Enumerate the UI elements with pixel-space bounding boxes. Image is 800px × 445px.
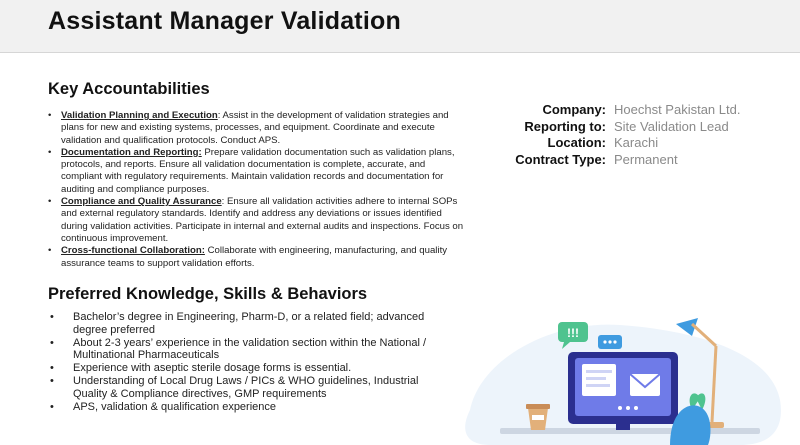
- workspace-illustration: [440, 300, 800, 445]
- contract-value: Permanent: [614, 151, 678, 167]
- item-lead: Validation Planning and Execution: [61, 110, 218, 121]
- chat-bubble-icon: [598, 335, 622, 349]
- job-info-panel: [470, 102, 790, 168]
- envelope-icon: [630, 374, 660, 396]
- preferred-skills-list: [48, 311, 428, 413]
- contract-row: [470, 152, 790, 169]
- key-accountabilities-list: [48, 110, 468, 270]
- contract-label: Contract Type:: [515, 151, 606, 167]
- reporting-row: [470, 119, 790, 136]
- list-item: • Experience with aseptic sterile dosage forms is essential.: [48, 362, 428, 375]
- item-text: : Assist in the development of validation strategies and plans for new and existing systems, processes, and equipment. Coordinate and execute validation and qualification protocols. Conduct APS.: [61, 110, 449, 146]
- list-item: [48, 110, 468, 147]
- item-lead: Cross-functional Collaboration:: [61, 245, 205, 257]
- location-value: Karachi: [614, 135, 659, 150]
- item-text: Prepare validation documentation such as validation plans, protocols, and reports. Ensure all validation documentation is complete, accurate, and compliant with regulatory requirements. Maintain validation records and documentation for auditing and compliance purposes.: [61, 146, 455, 195]
- list-item: [48, 147, 468, 196]
- list-item: • Understanding of Local Drug Laws / PICs & WHO guidelines, Industrial Quality & Compliance directives, GMP requirements: [48, 375, 428, 401]
- title-bar: [0, 0, 800, 53]
- item-text: : Ensure all validation activities adhere to internal SOPs and external regulatory standards. Identify and address any deviations or issues identified during validation activities. Participate in internal and external audits and inspections. Focus on continuous improvement.: [61, 196, 464, 244]
- item-lead: Compliance and Quality Assurance: [61, 196, 222, 208]
- list-item: • About 2-3 years’ experience in the validation section within the National / Multinational Pharmaceuticals: [48, 337, 428, 363]
- item-lead: Documentation and Reporting:: [61, 146, 202, 158]
- list-item: [48, 196, 468, 245]
- reporting-value: Site Validation Lead: [614, 118, 729, 134]
- company-label: Company:: [542, 102, 606, 117]
- company-row: [470, 102, 790, 119]
- list-item: • APS, validation & qualification experience: [48, 401, 428, 414]
- list-item: [48, 245, 468, 270]
- preferred-skills-heading: Preferred Knowledge, Skills & Behaviors: [48, 285, 368, 303]
- key-accountabilities-heading: Key Accountabilities: [48, 80, 210, 98]
- item-text: Collaborate with engineering, manufacturing, and quality assurance teams to support validation efforts.: [61, 245, 448, 269]
- location-label: Location:: [547, 135, 606, 150]
- reporting-label: Reporting to:: [524, 118, 606, 134]
- company-value: Hoechst Pakistan Ltd.: [614, 102, 741, 117]
- svg-text:!!!: !!!: [567, 326, 579, 340]
- page-title: Assistant Manager Validation: [48, 7, 401, 35]
- list-item: • Bachelor’s degree in Engineering, Pharm-D, or a related field; advanced degree preferred: [48, 311, 428, 337]
- monitor-icon: [568, 352, 678, 430]
- location-row: [470, 135, 790, 152]
